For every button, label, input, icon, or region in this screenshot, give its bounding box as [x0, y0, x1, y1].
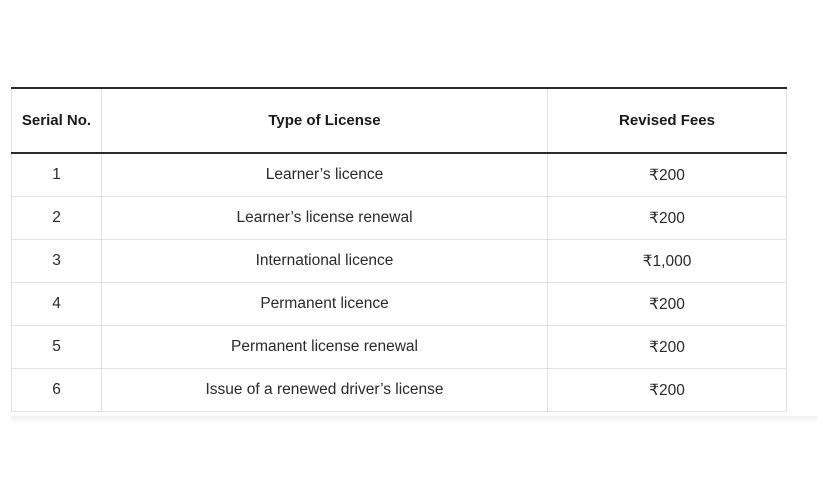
- serial-cell: 3: [12, 240, 102, 283]
- license-fees-table-container: [11, 87, 786, 412]
- fee-cell: ₹1,000: [548, 240, 787, 283]
- header-revised-fees: Revised Fees: [548, 88, 787, 153]
- header-row: [12, 88, 787, 153]
- header-type-of-license: Type of License: [102, 88, 548, 153]
- table-bottom-divider: [11, 416, 817, 422]
- table-row: [12, 240, 787, 283]
- serial-cell: 2: [12, 197, 102, 240]
- table-header: [12, 88, 787, 153]
- fee-cell: ₹200: [548, 153, 787, 197]
- fee-cell: ₹200: [548, 326, 787, 369]
- table-row: [12, 326, 787, 369]
- license-fees-table: [11, 87, 787, 412]
- table-row: [12, 153, 787, 197]
- license-type-cell: Issue of a renewed driver’s license: [102, 369, 548, 412]
- serial-cell: 1: [12, 153, 102, 197]
- fee-cell: ₹200: [548, 283, 787, 326]
- table-row: [12, 197, 787, 240]
- header-serial-no: Serial No.: [12, 88, 102, 153]
- serial-cell: 4: [12, 283, 102, 326]
- table-body: [12, 153, 787, 412]
- fee-cell: ₹200: [548, 369, 787, 412]
- serial-cell: 6: [12, 369, 102, 412]
- license-type-cell: Permanent license renewal: [102, 326, 548, 369]
- license-type-cell: Learner’s licence: [102, 153, 548, 197]
- license-type-cell: International licence: [102, 240, 548, 283]
- serial-cell: 5: [12, 326, 102, 369]
- license-type-cell: Learner’s license renewal: [102, 197, 548, 240]
- license-type-cell: Permanent licence: [102, 283, 548, 326]
- table-row: [12, 283, 787, 326]
- fee-cell: ₹200: [548, 197, 787, 240]
- table-row: [12, 369, 787, 412]
